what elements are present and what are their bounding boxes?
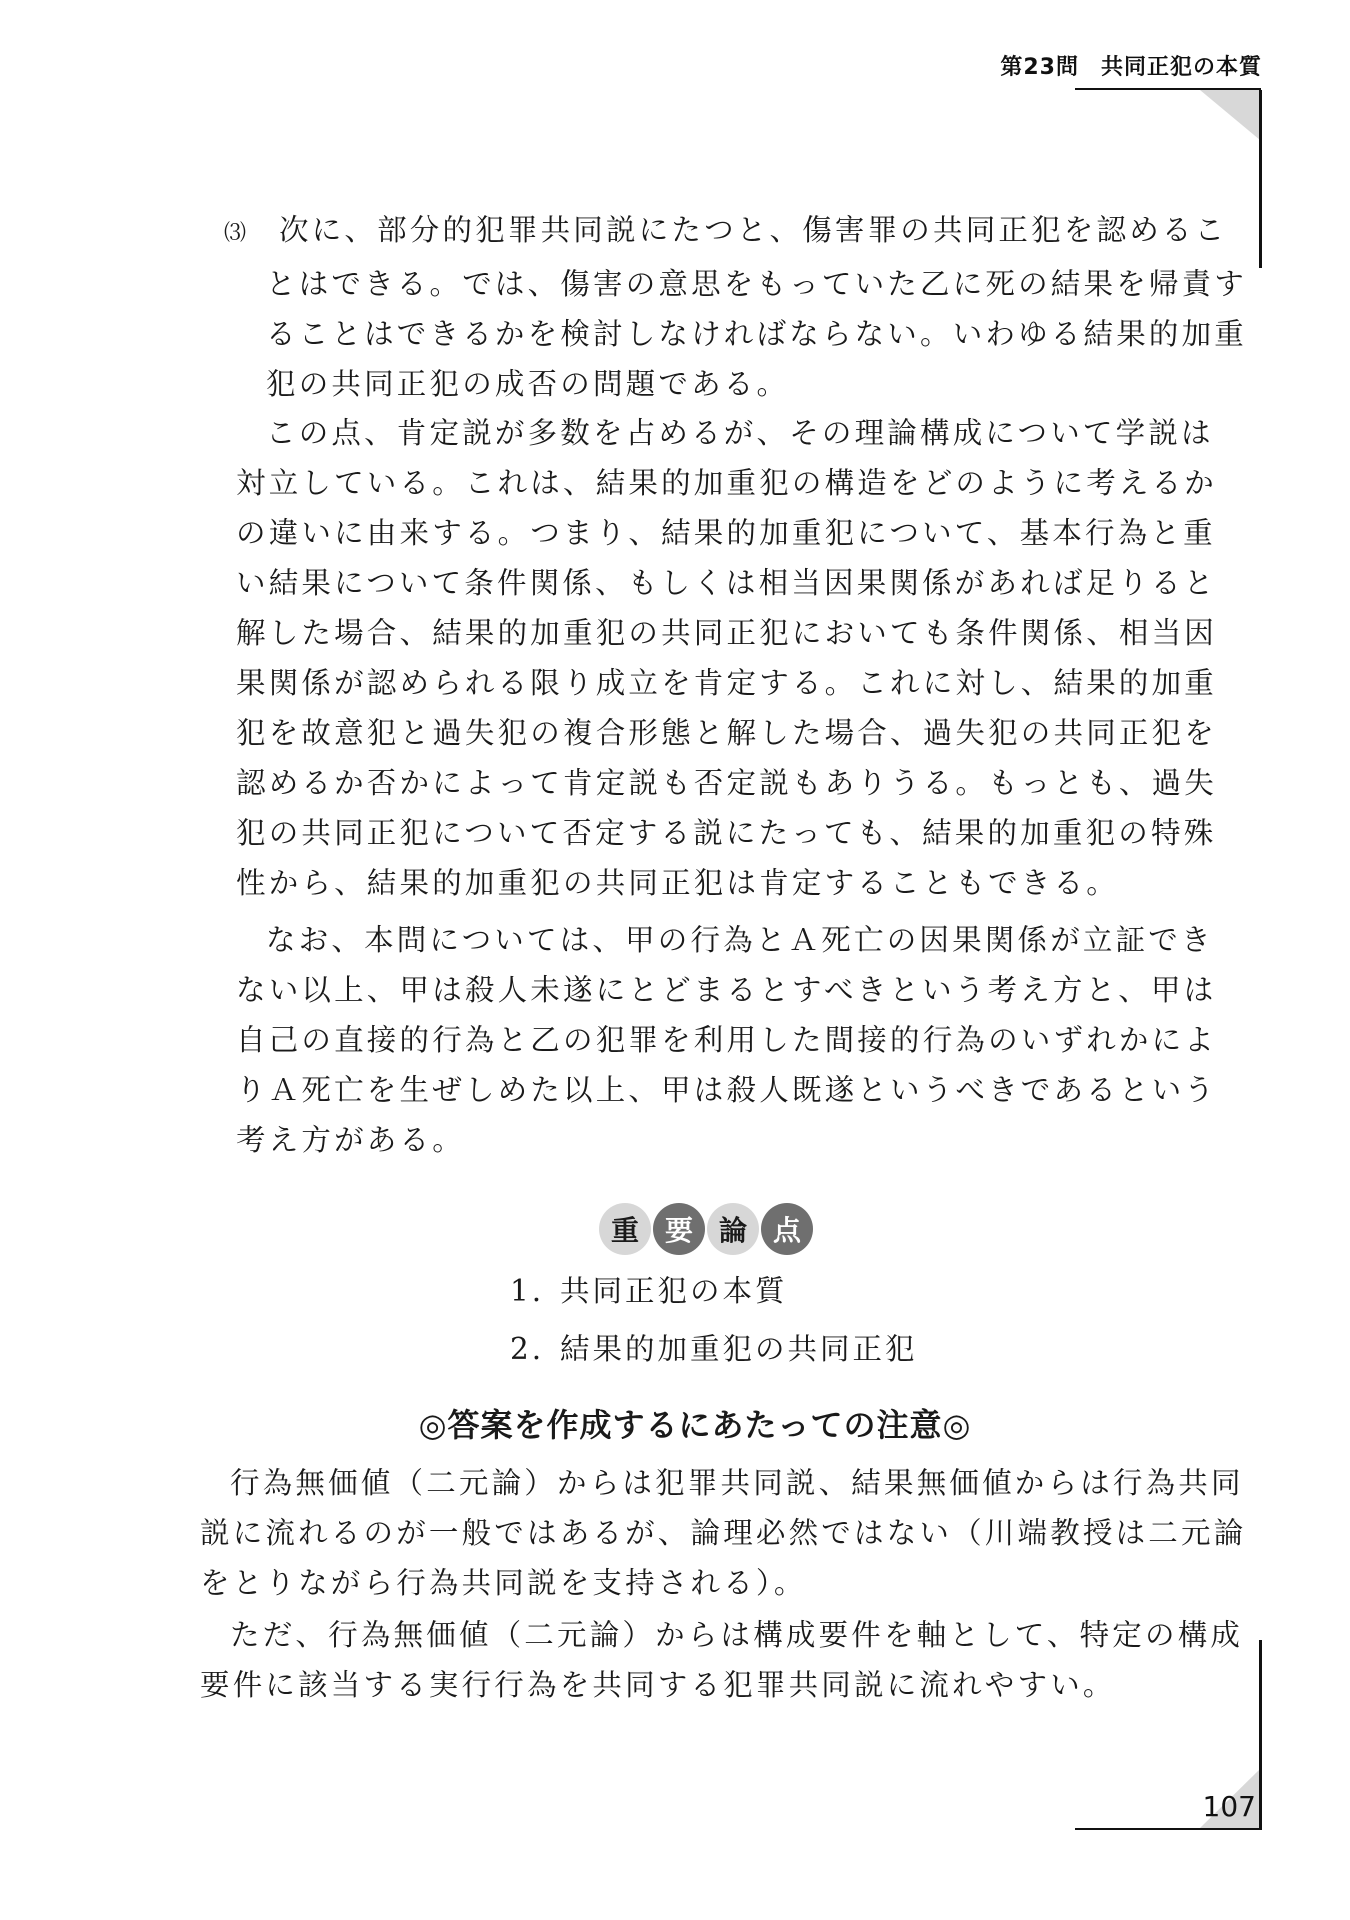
text-line: 犯の共同正犯の成否の問題である。 <box>266 367 790 401</box>
key-points-list <box>510 1262 918 1378</box>
text-line: 果関係が認められる限り成立を肯定する。これに対し、結果的加重 <box>236 666 1218 700</box>
key-points-heading <box>0 1203 1350 1255</box>
text-line: い結果について条件関係、もしくは相当因果関係があれば足りると <box>236 566 1217 600</box>
text-line: 説に流れるのが一般ではあるが、論理必然ではない（川端教授は二元論 <box>200 1516 1247 1550</box>
key-points-badge: 点 <box>761 1203 813 1255</box>
key-points-badge: 論 <box>707 1203 759 1255</box>
text-line: をとりながら行為共同説を支持される）。 <box>200 1566 807 1600</box>
caution-heading: ◎答案を作成するにあたっての注意◎ <box>418 1406 972 1444</box>
text-line: 要件に該当する実行行為を共同する犯罪共同説に流れやすい。 <box>200 1668 1116 1702</box>
text-line: ない以上、甲は殺人未遂にとどまるとすべきという考え方と、甲は <box>236 973 1217 1007</box>
running-header <box>1000 50 1262 81</box>
text-line: とはできる。では、傷害の意思をもっていた乙に死の結果を帰責す <box>266 267 1248 301</box>
key-points-badge: 重 <box>599 1203 651 1255</box>
text-line: ることはできるかを検討しなければならない。いわゆる結果的加重 <box>266 317 1248 351</box>
list-item-text: 結果的加重犯の共同正犯 <box>560 1332 918 1366</box>
corner-tab-top <box>1200 90 1260 140</box>
margin-line-bottom <box>1259 1640 1262 1828</box>
text-line: ただ、行為無価値（二元論）からは構成要件を軸として、特定の構成 <box>230 1618 1244 1652</box>
caution-paragraph-2 <box>200 1610 1244 1710</box>
text-line: 解した場合、結果的加重犯の共同正犯においても条件関係、相当因 <box>236 616 1218 650</box>
text-line: 対立している。これは、結果的加重犯の構造をどのように考えるか <box>236 466 1218 500</box>
caution-paragraph-1 <box>200 1458 1247 1608</box>
text-line: 犯を故意犯と過失犯の複合形態と解した場合、過失犯の共同正犯を <box>236 716 1218 750</box>
text-line: りＡ死亡を生ぜしめた以上、甲は殺人既遂というべきであるという <box>236 1073 1218 1107</box>
text-line: 性から、結果的加重犯の共同正犯は肯定することもできる。 <box>236 866 1119 900</box>
text-line: の違いに由来する。つまり、結果的加重犯について、基本行為と重 <box>236 516 1216 550</box>
question-number: 第23問 <box>1000 55 1079 80</box>
text-line: ⑶ 次に、部分的犯罪共同説にたつと、傷害罪の共同正犯を認めるこ <box>224 205 1247 259</box>
text-line: なお、本問については、甲の行為とＡ死亡の因果関係が立証でき <box>266 923 1214 957</box>
text-line: 認めるか否かによって肯定説も否定説もありうる。もっとも、過失 <box>236 766 1218 800</box>
text-line: 犯の共同正犯について否定する説にたっても、結果的加重犯の特殊 <box>236 816 1217 850</box>
key-points-badge: 要 <box>653 1203 705 1255</box>
section-label: ⑶ <box>224 221 247 246</box>
alternative-view-paragraph <box>236 915 1218 1165</box>
text-line: 考え方がある。 <box>236 1123 465 1157</box>
section-3-paragraph <box>224 205 1248 409</box>
list-item <box>510 1262 918 1320</box>
list-item-number: 2. <box>510 1332 545 1366</box>
text-line: 自己の直接的行為と乙の犯罪を利用した間接的行為のいずれかによ <box>236 1023 1218 1057</box>
affirmative-theory-paragraph <box>236 408 1218 908</box>
list-item-text: 共同正犯の本質 <box>560 1274 788 1308</box>
text-line: 行為無価値（二元論）からは犯罪共同説、結果無価値からは行為共同 <box>230 1466 1244 1500</box>
page-number: 107 <box>1202 1790 1256 1823</box>
list-item <box>510 1320 918 1378</box>
list-item-number: 1. <box>510 1274 545 1308</box>
text-line: この点、肯定説が多数を占めるが、その理論構成について学説は <box>266 416 1214 450</box>
margin-line-top <box>1259 90 1262 268</box>
footer-rule <box>1075 1828 1262 1830</box>
chapter-title: 共同正犯の本質 <box>1100 55 1262 80</box>
